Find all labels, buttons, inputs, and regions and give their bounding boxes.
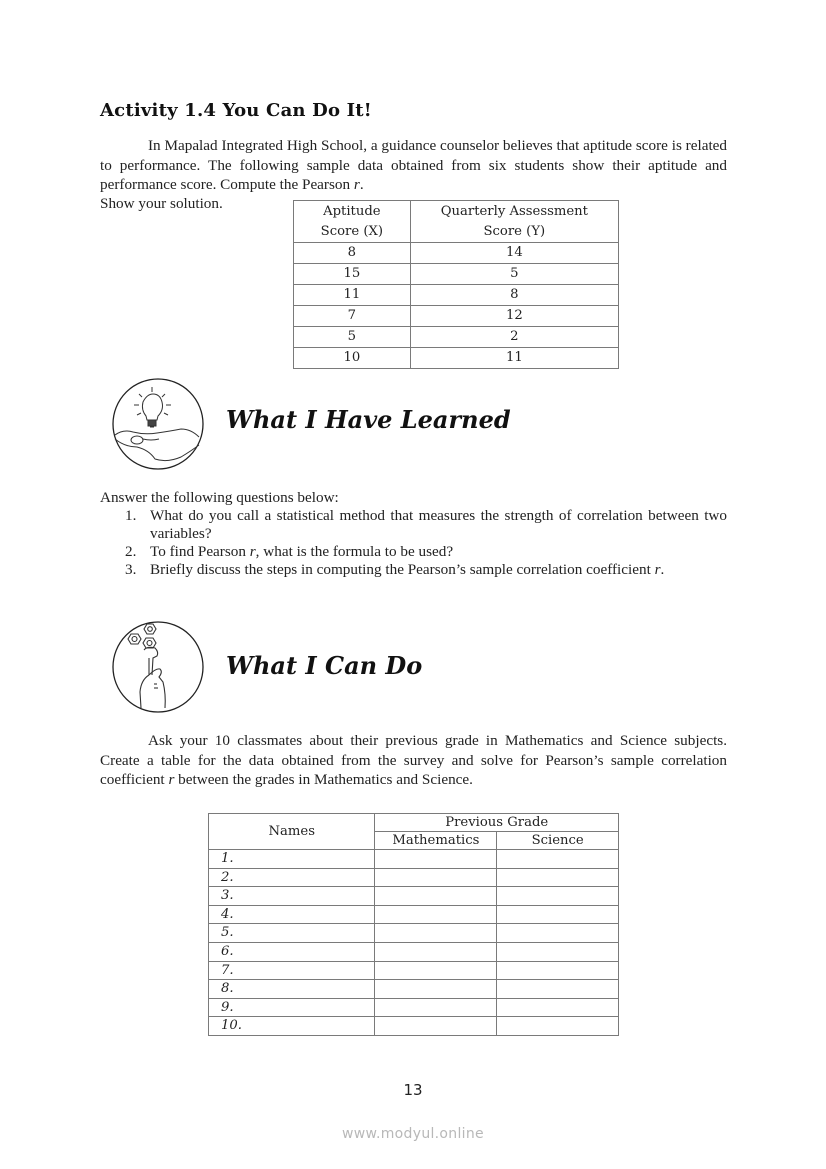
science-grade-cell[interactable] bbox=[497, 980, 619, 999]
lightbulb-in-hand-icon bbox=[111, 377, 205, 471]
science-grade-cell[interactable] bbox=[497, 1017, 619, 1036]
header-names: Names bbox=[209, 814, 375, 850]
question-text: , what is the formula to be used? bbox=[255, 543, 454, 560]
question-text: Briefly discuss the steps in computing the Pearson’s sample correlation coefficient bbox=[150, 561, 655, 578]
header-line: Quarterly Assessment bbox=[440, 203, 588, 219]
cell-y: 8 bbox=[410, 285, 618, 306]
questions-intro: Answer the following questions below: bbox=[100, 489, 339, 506]
science-grade-cell[interactable] bbox=[497, 850, 619, 869]
question-number: 3. bbox=[125, 561, 137, 578]
table-row bbox=[294, 285, 619, 306]
hand-wrench-nuts-icon bbox=[111, 620, 205, 714]
table-row bbox=[209, 961, 619, 980]
activity-text: In Mapalad Integrated High School, a guidance counselor believes that aptitude score is related to performance. The following sample data obtained from six students show their aptitude and performance score. Compute the Pearson bbox=[100, 137, 727, 194]
table-row bbox=[209, 942, 619, 961]
cell-y: 14 bbox=[410, 243, 618, 264]
science-grade-cell[interactable] bbox=[497, 998, 619, 1017]
row-number: 5. bbox=[209, 924, 375, 943]
cell-x: 15 bbox=[294, 264, 411, 285]
show-solution-text: Show your solution. bbox=[100, 195, 223, 212]
table-row bbox=[294, 348, 619, 369]
table-header-row bbox=[294, 201, 619, 243]
header-science: Science bbox=[497, 832, 619, 850]
table-row bbox=[209, 887, 619, 906]
table-row bbox=[209, 850, 619, 869]
row-number: 4. bbox=[209, 905, 375, 924]
can-do-text: Ask your 10 classmates about their previous grade in Mathematics and Science subjects. Create a table for the data obtained from the survey and solve for Pearson’s sample correlation coefficient bbox=[100, 732, 727, 789]
math-grade-cell[interactable] bbox=[375, 961, 497, 980]
science-grade-cell[interactable] bbox=[497, 868, 619, 887]
table-row bbox=[209, 1017, 619, 1036]
question-text: What do you call a statistical method that measures the strength of correlation between two variables? bbox=[150, 507, 727, 542]
science-grade-cell[interactable] bbox=[497, 924, 619, 943]
cell-y: 5 bbox=[410, 264, 618, 285]
pearson-r: r bbox=[654, 561, 661, 578]
page-number: 13 bbox=[403, 1081, 423, 1099]
row-number: 1. bbox=[209, 850, 375, 869]
math-grade-cell[interactable] bbox=[375, 868, 497, 887]
cell-y: 2 bbox=[410, 327, 618, 348]
cell-x: 10 bbox=[294, 348, 411, 369]
activity-title: Activity 1.4 You Can Do It! bbox=[100, 100, 372, 121]
table-row bbox=[209, 905, 619, 924]
science-grade-cell[interactable] bbox=[497, 905, 619, 924]
row-number: 9. bbox=[209, 998, 375, 1017]
row-number: 6. bbox=[209, 942, 375, 961]
can-do-text: between the grades in Mathematics and Science. bbox=[174, 771, 473, 789]
math-grade-cell[interactable] bbox=[375, 905, 497, 924]
question-text: . bbox=[660, 561, 665, 578]
row-number: 2. bbox=[209, 868, 375, 887]
cell-x: 5 bbox=[294, 327, 411, 348]
pearson-r: r bbox=[353, 176, 360, 194]
table-row bbox=[294, 243, 619, 264]
header-line: Score (X) bbox=[320, 223, 384, 239]
aptitude-table bbox=[293, 200, 619, 369]
question-1 bbox=[100, 507, 727, 543]
question-2 bbox=[100, 543, 727, 561]
cell-x: 7 bbox=[294, 306, 411, 327]
table-row bbox=[294, 327, 619, 348]
header-previous-grade: Previous Grade bbox=[375, 814, 619, 832]
header-line: Score (Y) bbox=[483, 223, 546, 239]
activity-paragraph bbox=[100, 136, 727, 195]
question-number: 1. bbox=[125, 507, 137, 524]
table-row bbox=[209, 924, 619, 943]
grades-table bbox=[208, 813, 619, 1036]
science-grade-cell[interactable] bbox=[497, 887, 619, 906]
can-do-paragraph bbox=[100, 731, 727, 790]
period: . bbox=[359, 176, 364, 194]
table-row bbox=[294, 306, 619, 327]
header-mathematics: Mathematics bbox=[375, 832, 497, 850]
row-number: 10. bbox=[209, 1017, 375, 1036]
math-grade-cell[interactable] bbox=[375, 980, 497, 999]
math-grade-cell[interactable] bbox=[375, 942, 497, 961]
science-grade-cell[interactable] bbox=[497, 942, 619, 961]
question-text: To find Pearson bbox=[150, 543, 250, 560]
cell-x: 11 bbox=[294, 285, 411, 306]
table-row bbox=[209, 998, 619, 1017]
math-grade-cell[interactable] bbox=[375, 850, 497, 869]
row-number: 7. bbox=[209, 961, 375, 980]
math-grade-cell[interactable] bbox=[375, 1017, 497, 1036]
pearson-r: r bbox=[168, 771, 175, 789]
what-i-have-learned-title: What I Have Learned bbox=[226, 405, 511, 434]
cell-y: 12 bbox=[410, 306, 618, 327]
header-aptitude bbox=[294, 201, 411, 243]
table-row bbox=[209, 980, 619, 999]
question-3 bbox=[100, 561, 727, 579]
math-grade-cell[interactable] bbox=[375, 887, 497, 906]
header-line: Aptitude bbox=[323, 203, 381, 219]
header-quarterly bbox=[410, 201, 618, 243]
row-number: 3. bbox=[209, 887, 375, 906]
watermark: www.modyul.online bbox=[342, 1126, 484, 1142]
table-row bbox=[209, 868, 619, 887]
cell-y: 11 bbox=[410, 348, 618, 369]
table-row bbox=[294, 264, 619, 285]
what-i-can-do-title: What I Can Do bbox=[226, 651, 423, 680]
cell-x: 8 bbox=[294, 243, 411, 264]
science-grade-cell[interactable] bbox=[497, 961, 619, 980]
math-grade-cell[interactable] bbox=[375, 998, 497, 1017]
questions-block bbox=[100, 489, 727, 579]
pearson-r: r bbox=[249, 543, 256, 560]
question-number: 2. bbox=[125, 543, 137, 560]
row-number: 8. bbox=[209, 980, 375, 999]
table-header-row bbox=[209, 814, 619, 832]
math-grade-cell[interactable] bbox=[375, 924, 497, 943]
